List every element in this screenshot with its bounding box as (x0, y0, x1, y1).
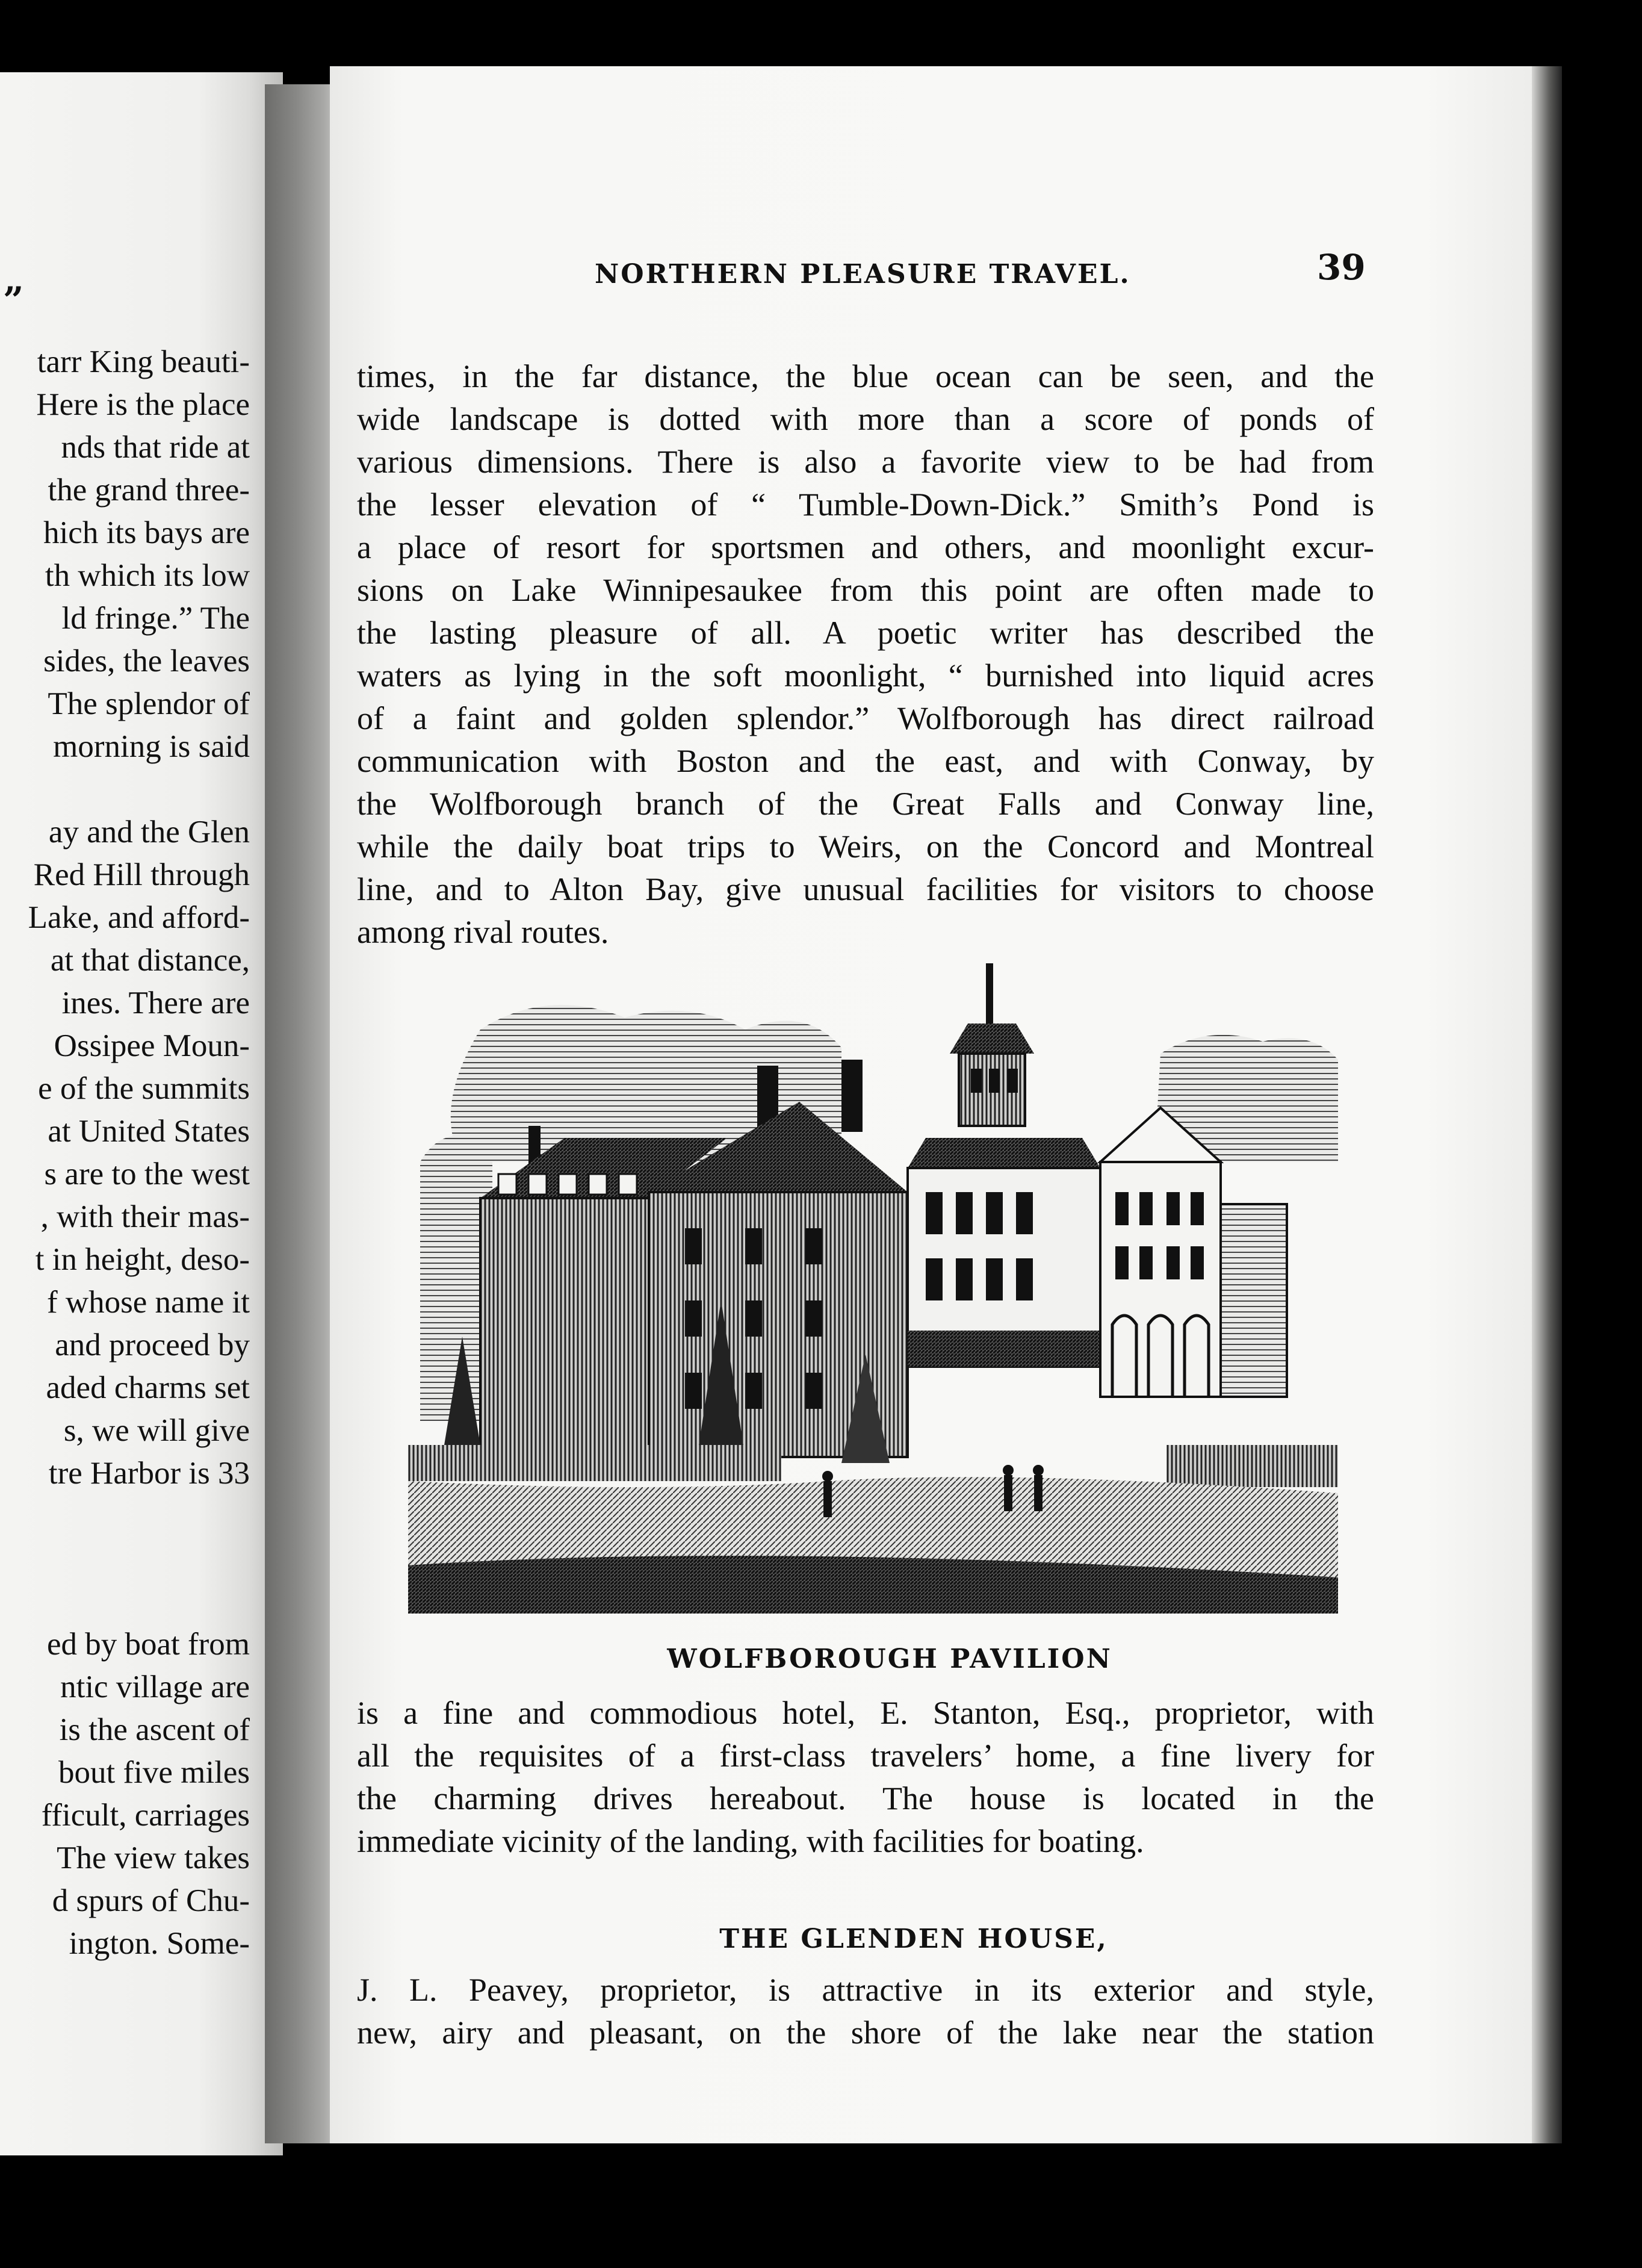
text-line: all the requisites of a first-class travelers’ home, a fine livery for (357, 1738, 1374, 1774)
text-line: communication with Boston and the east, and with Conway, by (357, 743, 1374, 779)
paragraph-2 (357, 1692, 1374, 1863)
facing-page-line: sides, the leaves (43, 644, 250, 679)
facing-page-line: fficult, carriages (41, 1798, 250, 1833)
facing-page-line: e of the summits (38, 1071, 250, 1106)
facing-page-line: s are to the west (44, 1157, 250, 1191)
facing-page-line: The splendor of (48, 686, 250, 721)
text-line: times, in the far distance, the blue ocean can be seen, and the (357, 358, 1374, 394)
facing-page-line: f whose name it (46, 1285, 250, 1320)
text-line: new, airy and pleasant, on the shore of the lake near the station (357, 2015, 1374, 2051)
text-line: among rival routes. (357, 914, 609, 950)
text-line: line, and to Alton Bay, give unusual facilities for visitors to choose (357, 871, 1374, 907)
cupola (950, 1024, 1034, 1126)
text-line: the lasting pleasure of all. A poetic writer has described the (357, 615, 1374, 651)
page-edge (1532, 66, 1562, 2143)
facing-page-line: ld fringe.” The (61, 601, 250, 636)
facing-page-line: Red Hill through (33, 857, 250, 892)
facing-page-line: Ossipee Moun- (54, 1028, 250, 1063)
facing-page-line: d spurs of Chu- (52, 1883, 250, 1918)
facing-page-line: ington. Some- (69, 1926, 250, 1961)
facing-page-line: aded charms set (46, 1370, 250, 1405)
facing-page-line: ed by boat from (46, 1627, 250, 1662)
text-line: J. L. Peavey, proprietor, is attractive in its exterior and style, (357, 1972, 1374, 2008)
text-line: waters as lying in the soft moonlight, “ burnished into liquid acres (357, 657, 1374, 694)
text-line: the Wolfborough branch of the Great Falls and Conway line, (357, 786, 1374, 822)
chimney (841, 1060, 863, 1132)
facing-page-line: ines. There are (61, 986, 250, 1021)
book-page (330, 66, 1546, 2143)
facing-page (0, 72, 283, 2155)
section-subheading: THE GLENDEN HOUSE, (719, 1924, 1108, 1954)
facing-page-line: morning is said (53, 729, 250, 764)
facing-page-line: hich its bays are (43, 515, 250, 550)
text-line: is a fine and commodious hotel, E. Stanton, Esq., proprietor, with (357, 1695, 1374, 1731)
text-line: a place of resort for sportsmen and others, and moonlight excur- (357, 529, 1374, 565)
paragraph-1 (357, 355, 1374, 954)
facing-page-line: s, we will give (63, 1413, 250, 1448)
running-head: NORTHERN PLEASURE TRAVEL. (595, 259, 1131, 290)
illustration-caption: WOLFBOROUGH PAVILION (667, 1644, 1112, 1674)
facing-page-line: at United States (48, 1114, 250, 1149)
facing-page-line: is the ascent of (59, 1712, 250, 1747)
text-line: while the daily boat trips to Weirs, on the Concord and Montreal (357, 828, 1374, 865)
facing-page-line: , with their mas- (40, 1199, 250, 1234)
facing-page-line: ntic village are (60, 1670, 250, 1704)
facing-page-line: th which its low (45, 558, 250, 593)
facing-page-line: nds that ride at (61, 430, 250, 465)
white-wing (908, 1138, 1100, 1367)
text-line: the charming drives hereabout. The house is located in the (357, 1780, 1374, 1816)
text-line: sions on Lake Winnipesaukee from this point are often made to (357, 572, 1374, 608)
facing-page-line: the grand three- (48, 473, 250, 508)
facing-page-line: The view takes (57, 1841, 250, 1875)
page-mark: „ (4, 259, 25, 301)
facing-page-line: bout five miles (58, 1755, 250, 1790)
facing-page-line: Here is the place (36, 387, 250, 422)
facing-page-line: t in height, deso- (35, 1242, 250, 1277)
text-line: the lesser elevation of “ Tumble-Down-Dick.” Smith’s Pond is (357, 486, 1374, 523)
text-line: wide landscape is dotted with more than a score of ponds of (357, 401, 1374, 437)
facing-page-line: tarr King beauti- (37, 344, 250, 379)
facing-page-line: and proceed by (55, 1328, 250, 1362)
facing-page-line: tre Harbor is 33 (48, 1456, 250, 1491)
text-line: various dimensions. There is also a favorite view to be had from (357, 444, 1374, 480)
paragraph-3 (357, 1969, 1374, 2054)
facing-page-line: Lake, and afford- (28, 900, 250, 935)
page-number: 39 (1317, 247, 1366, 288)
wolfborough-pavilion-engraving (408, 963, 1338, 1614)
text-line: of a faint and golden splendor.” Wolfborough has direct railroad (357, 700, 1374, 736)
facing-page-line: ay and the Glen (48, 815, 250, 850)
text-line: immediate vicinity of the landing, with facilities for boating. (357, 1823, 1144, 1859)
facing-page-line: at that distance, (50, 943, 250, 978)
